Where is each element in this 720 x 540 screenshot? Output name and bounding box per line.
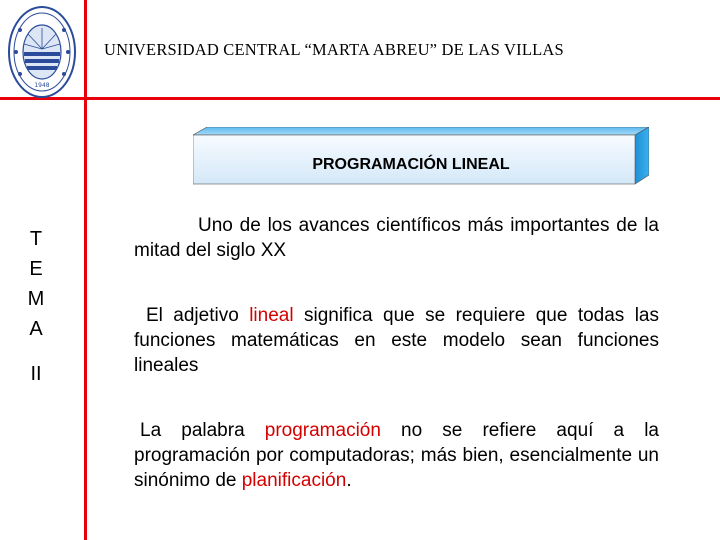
highlight-programacion: programación (264, 420, 381, 441)
topic-letter: M (27, 288, 45, 310)
vertical-red-rule (84, 0, 87, 540)
paragraph-1 (134, 213, 659, 263)
topic-letter: A (29, 318, 43, 340)
box-title: PROGRAMACIÓN LINEAL (312, 156, 510, 173)
university-title: UNIVERSIDAD CENTRAL “MARTA ABREU” DE LAS VILLAS (104, 40, 564, 59)
topic-letter: E (29, 258, 43, 280)
horizontal-red-rule (0, 97, 720, 100)
university-seal-icon (6, 4, 78, 104)
highlight-planificacion: planificación (241, 470, 347, 491)
seal-year: 1948 (34, 82, 50, 89)
paragraph-1-text: Uno de los avances científicos más importantes de la mitad del siglo XX (134, 215, 659, 261)
topic-letter: T (29, 228, 43, 250)
topic-sidebar (22, 224, 50, 389)
paragraph-2-text-start: El adjetivo (146, 305, 250, 326)
paragraph-3-text-start: La palabra (140, 420, 265, 441)
paragraph-3-text-end: . (346, 470, 352, 491)
highlight-lineal: lineal (249, 305, 294, 326)
paragraph-3-text-middle: no se refiere aquí a la programación por computadoras; más bien, esencialmente un sinónimo de (134, 420, 659, 491)
paragraph-2 (134, 303, 659, 378)
topic-number: II (30, 363, 42, 385)
paragraph-3 (134, 418, 659, 493)
paragraph-2-text-end: significa que se requiere que todas las funciones matemáticas en este modelo sean funciones lineales (134, 305, 659, 376)
